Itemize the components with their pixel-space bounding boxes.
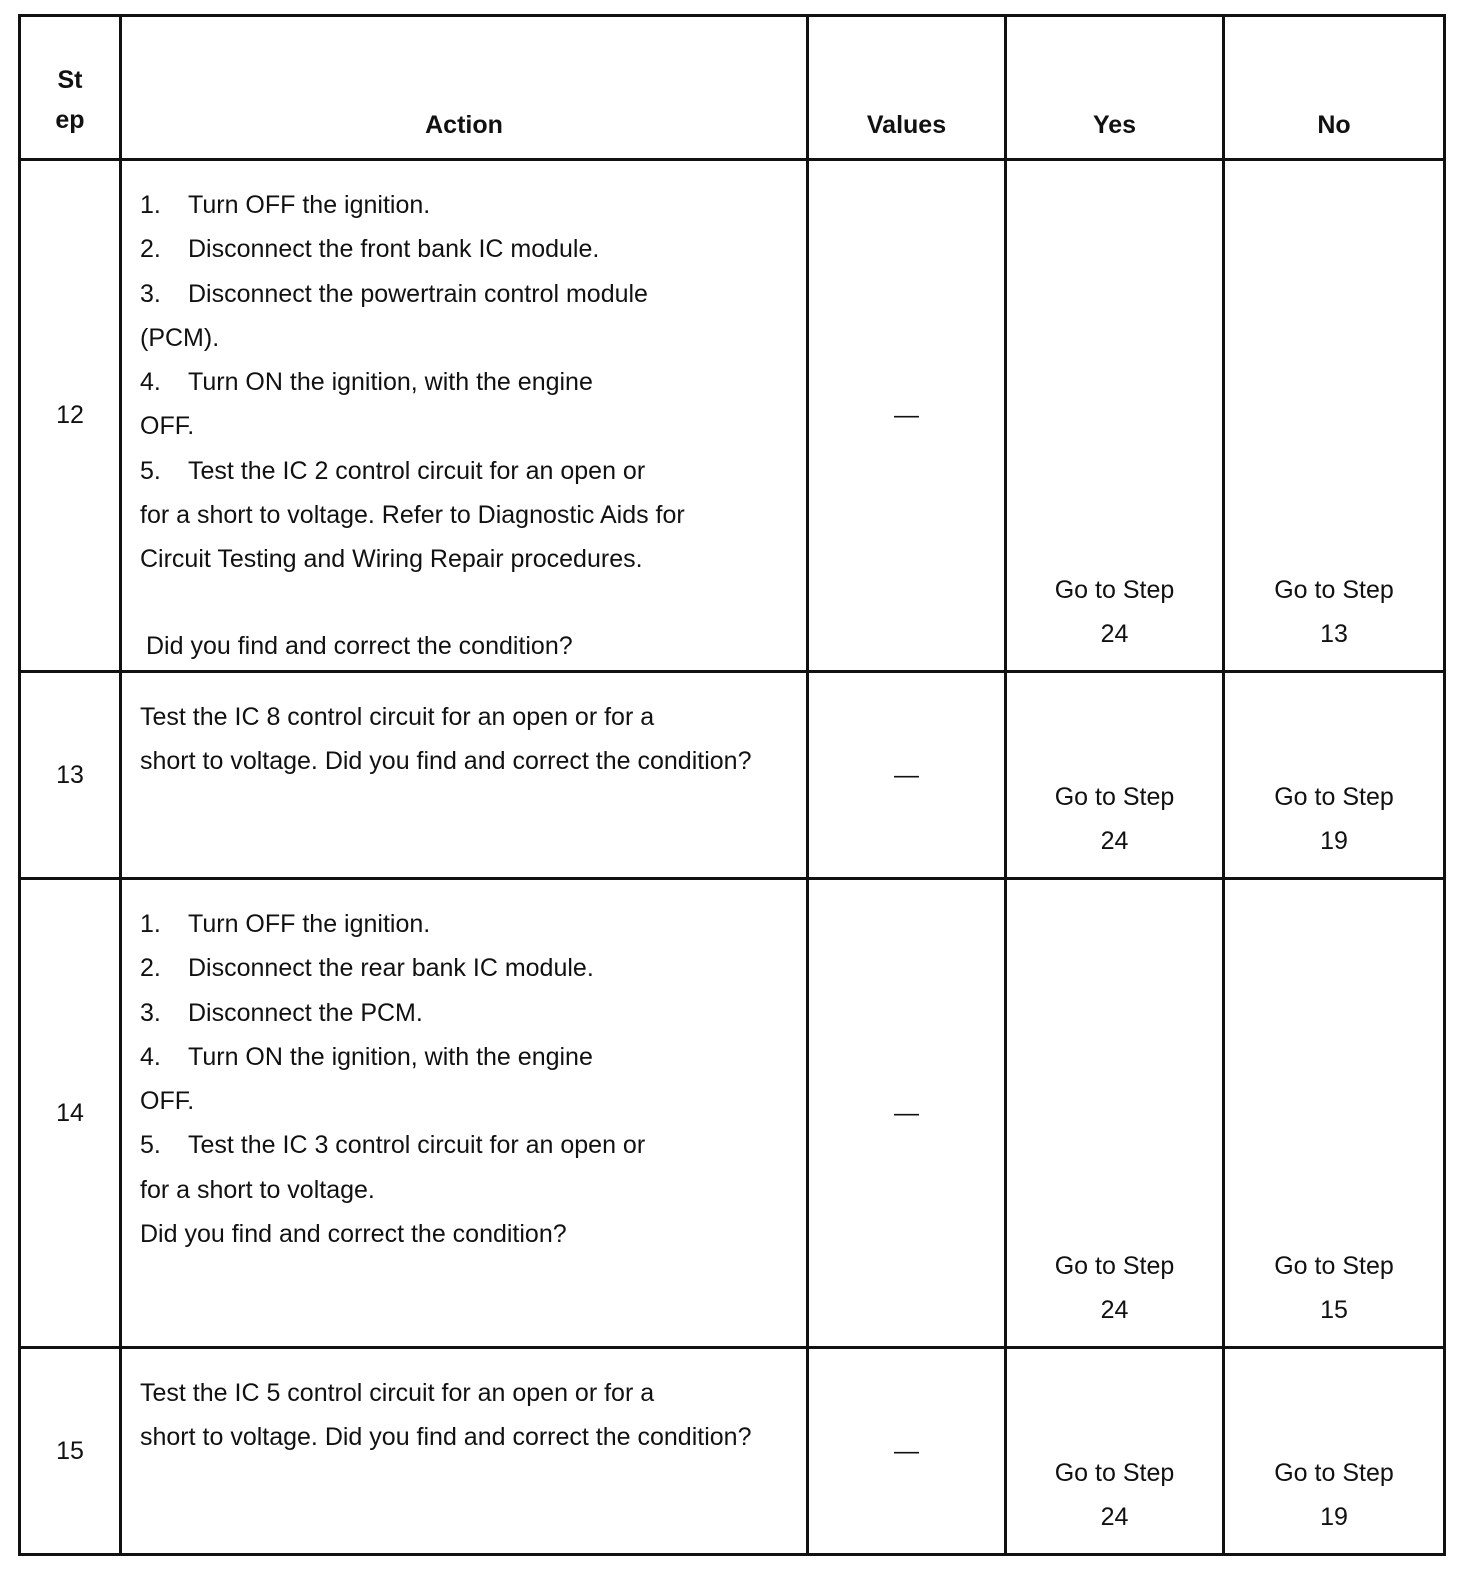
table-row: [20, 1348, 1445, 1555]
action-item: [140, 991, 798, 1035]
item-number: 1.: [140, 191, 161, 219]
yes-step: 24: [1100, 1296, 1129, 1324]
header-yes: Yes: [1006, 16, 1224, 160]
action-item-continued: (PCM).: [140, 323, 220, 352]
item-text: Turn ON the ignition, with the engine: [188, 368, 593, 397]
item-text: Disconnect the powertrain control module: [188, 279, 648, 308]
action-item: [140, 272, 798, 316]
header-step-line2: ep: [55, 106, 85, 134]
table-row: [20, 879, 1445, 1348]
yes-step: 24: [1100, 1503, 1129, 1531]
yes-label: Go to Step: [1054, 576, 1175, 604]
item-text: Disconnect the front bank IC module.: [188, 235, 600, 264]
no-cell: [1224, 672, 1445, 879]
action-line: short to voltage. Did you find and correct the condition?: [140, 1423, 752, 1452]
action-item: [140, 183, 798, 227]
action-item: [140, 449, 798, 493]
action-item: [140, 227, 798, 271]
values-cell: —: [808, 672, 1006, 879]
no-cell: [1224, 1348, 1445, 1555]
header-row: [20, 16, 1445, 160]
no-cell: [1224, 160, 1445, 672]
values-cell: —: [808, 879, 1006, 1348]
header-values: Values: [808, 16, 1006, 160]
item-number: 3.: [140, 998, 161, 1027]
no-step: 19: [1320, 827, 1348, 855]
yes-label: Go to Step: [1054, 783, 1175, 811]
values-cell: —: [808, 1348, 1006, 1555]
action-cell: [121, 672, 808, 879]
action-line: short to voltage. Did you find and correct the condition?: [140, 747, 752, 776]
diagnostic-table: [18, 14, 1446, 1556]
item-number: 5.: [140, 1131, 161, 1160]
yes-cell: [1006, 1348, 1224, 1555]
action-item-continued: for a short to voltage. Refer to Diagnostic Aids for: [140, 501, 685, 530]
table-row: [20, 160, 1445, 672]
item-text: Turn ON the ignition, with the engine: [188, 1042, 593, 1071]
values-cell: —: [808, 160, 1006, 672]
item-text: Test the IC 2 control circuit for an open or: [188, 456, 646, 485]
step-number: 12: [20, 160, 121, 672]
header-action: Action: [121, 16, 808, 160]
table-row: [20, 672, 1445, 879]
item-number: 2.: [140, 954, 161, 983]
action-item: [140, 1035, 798, 1079]
no-label: Go to Step: [1274, 783, 1394, 811]
yes-label: Go to Step: [1054, 1252, 1175, 1280]
no-step: 15: [1320, 1296, 1348, 1324]
item-number: 2.: [140, 235, 161, 264]
no-label: Go to Step: [1274, 576, 1394, 604]
yes-cell: [1006, 879, 1224, 1348]
step-number: 15: [20, 1348, 121, 1555]
no-label: Go to Step: [1274, 1459, 1394, 1487]
yes-cell: [1006, 672, 1224, 879]
yes-step: 24: [1100, 827, 1129, 855]
action-line: Test the IC 5 control circuit for an open or for a: [140, 1379, 655, 1407]
header-no: No: [1224, 16, 1445, 160]
step-number: 14: [20, 879, 121, 1348]
item-number: 1.: [140, 910, 161, 938]
no-label: Go to Step: [1274, 1252, 1394, 1280]
action-question: Did you find and correct the condition?: [146, 631, 573, 660]
no-step: 19: [1320, 1503, 1348, 1531]
action-cell: [121, 879, 808, 1348]
action-question: Did you find and correct the condition?: [140, 1220, 567, 1249]
header-step-line1: St: [57, 66, 83, 94]
item-number: 4.: [140, 368, 161, 397]
action-item: [140, 946, 798, 990]
item-number: 3.: [140, 279, 161, 308]
header-step: [20, 16, 121, 160]
action-cell: [121, 1348, 808, 1555]
item-text: Disconnect the PCM.: [188, 998, 423, 1027]
item-text: Test the IC 3 control circuit for an open or: [188, 1131, 646, 1160]
action-line: Test the IC 8 control circuit for an open or for a: [140, 703, 655, 731]
action-item-continued: Circuit Testing and Wiring Repair procedures.: [140, 545, 643, 574]
action-item-continued: for a short to voltage.: [140, 1175, 375, 1204]
item-text: Turn OFF the ignition.: [188, 191, 431, 219]
step-number: 13: [20, 672, 121, 879]
yes-cell: [1006, 160, 1224, 672]
no-cell: [1224, 879, 1445, 1348]
action-cell: [121, 160, 808, 672]
item-text: Turn OFF the ignition.: [188, 910, 431, 938]
action-item: [140, 1123, 798, 1167]
action-item: [140, 902, 798, 946]
yes-step: 24: [1100, 620, 1129, 648]
action-item: [140, 360, 798, 404]
item-number: 4.: [140, 1042, 161, 1071]
item-number: 5.: [140, 456, 161, 485]
item-text: Disconnect the rear bank IC module.: [188, 954, 594, 983]
action-item-continued: OFF.: [140, 1087, 195, 1116]
no-step: 13: [1320, 620, 1348, 648]
yes-label: Go to Step: [1054, 1459, 1175, 1487]
action-item-continued: OFF.: [140, 412, 195, 441]
